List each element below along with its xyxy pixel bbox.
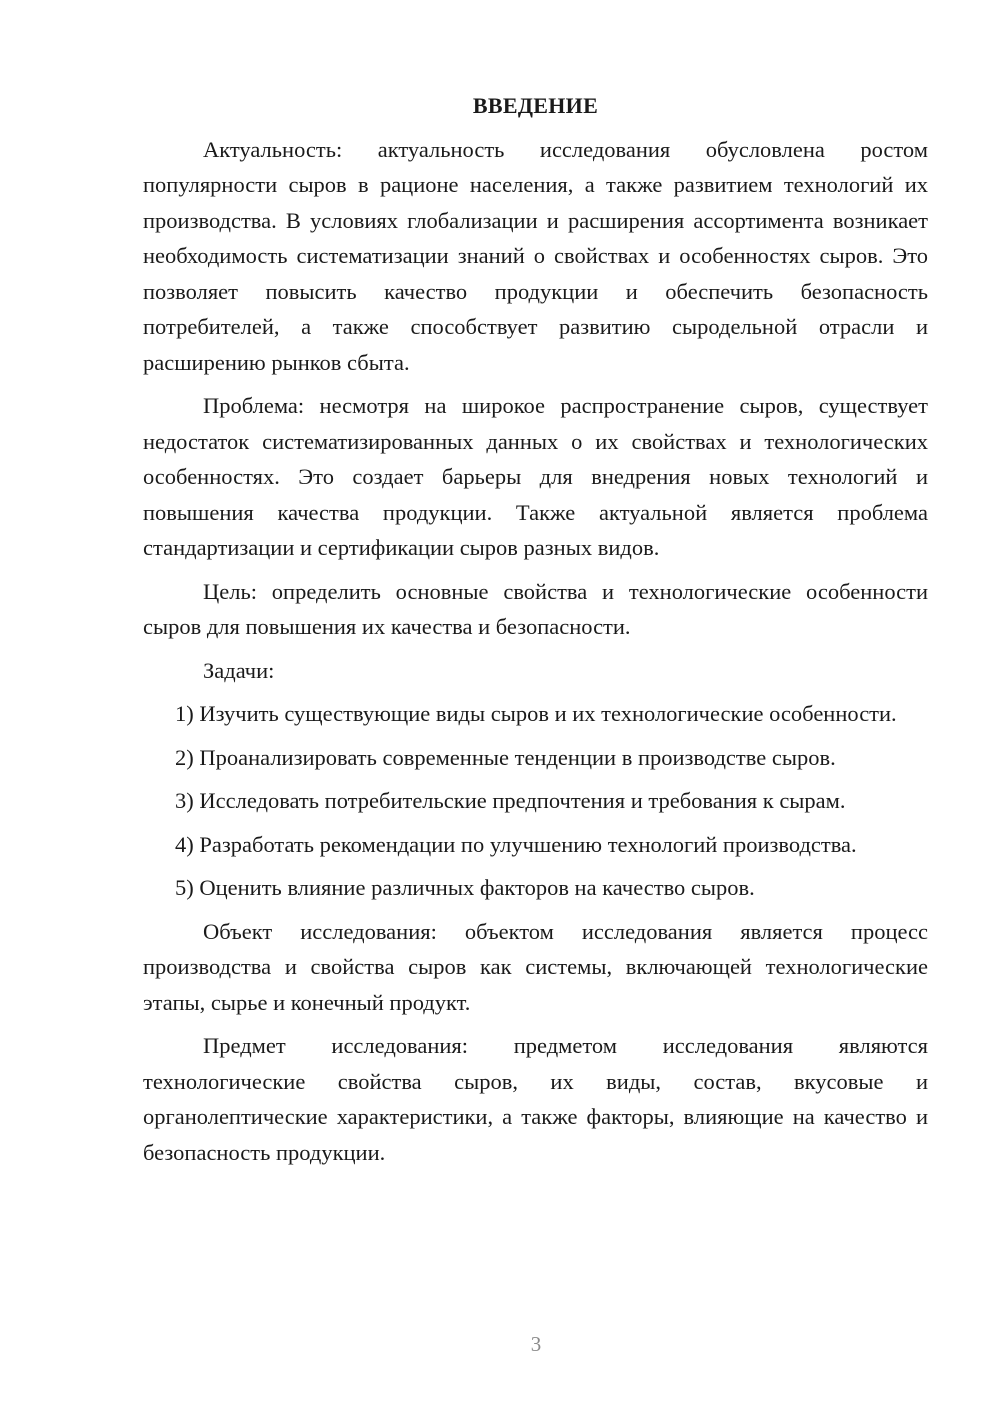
section-title: ВВЕДЕНИЕ [472,93,599,118]
paragraph-subject: Предмет исследования: предметом исследования являются технологические свойства сыров, их виды, состав, вкусовые и органолептические характеристики, а также факторы, влияющие на качество и безопасность продукции. [143,1033,928,1165]
paragraph-tasks-heading: Задачи: [203,657,275,683]
page-content [143,88,928,1178]
paragraph-object: Объект исследования: объектом исследования является процесс производства и свойства сыров как системы, включающей технологические этапы, сырье и конечный продукт. [143,918,928,1015]
task-item-1: 1) Изучить существующие виды сыров и их технологические особенности. [175,701,897,726]
page-number: 3 [530,1332,542,1356]
paragraph-problem: Проблема: несмотря на широкое распространение сыров, существует недостаток систематизированных данных о их свойствах и технологических особенностях. Это создает барьеры для внедрения новых технологий и повышения качества продукции. Также актуальной является проблема стандартизации и сертификации сыров разных видов. [143,393,928,560]
paragraph-goal: Цель: определить основные свойства и технологические особенности сыров для повышения их качества и безопасности. [143,578,928,639]
task-item-5: 5) Оценить влияние различных факторов на качество сыров. [175,875,755,900]
task-item-2: 2) Проанализировать современные тенденции в производстве сыров. [175,744,836,770]
task-item-3: 3) Исследовать потребительские предпочтения и требования к сырам. [175,788,846,813]
task-item-4: 4) Разработать рекомендации по улучшению технологий производства. [175,831,857,857]
paragraph-relevance: Актуальность: актуальность исследования обусловлена ростом популярности сыров в рационе населения, а также развитием технологий их производства. В условиях глобализации и расширения ассортимента возникает необходимость систематизации знаний о свойствах и особенностях сыров. Это позволяет повысить качество продукции и обеспечить безопасность потребителей, а также способствует развитию сыродельной отрасли и расширению рынков сбыта. [143,136,928,375]
